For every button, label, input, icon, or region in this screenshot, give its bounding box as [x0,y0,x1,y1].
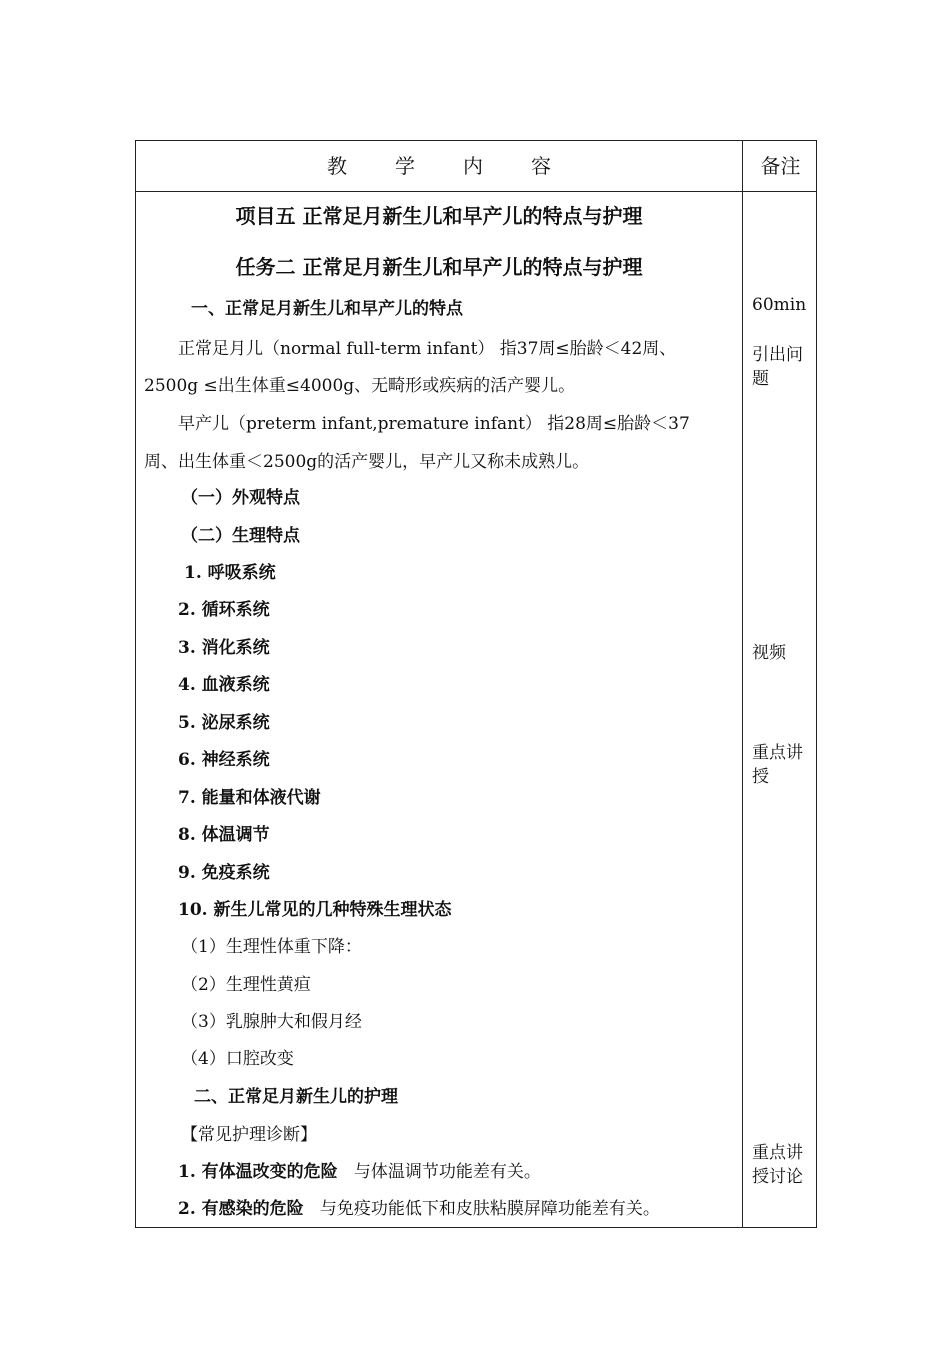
list-item: 9. 免疫系统 [178,863,270,883]
list-item: 2. 循环系统 [178,600,270,620]
list-item: （4）口腔改变 [181,1049,294,1069]
notes-column-header: 备注 [760,154,801,178]
diagnosis-item [178,1160,541,1184]
list-item: （3）乳腺肿大和假月经 [181,1012,362,1032]
paragraph-line: 正常足月儿（normal full-term infant） 指37周≤胎龄＜42周、 [178,339,677,359]
header-char: 教 [327,154,347,178]
diagnosis-title: 2. 有感染的危险 [178,1199,304,1219]
diagnosis-item [178,1197,660,1221]
list-item: 5. 泌尿系统 [178,713,270,733]
lesson-table [135,140,817,1228]
list-item: （1）生理性体重下降： [181,937,362,957]
list-item: 7. 能量和体液代谢 [178,788,321,808]
diagnosis-text: 与体温调节功能差有关。 [353,1162,541,1182]
section-heading: 二、正常足月新生儿的护理 [194,1087,398,1107]
content-column-header [136,141,742,191]
list-item: 4. 血液系统 [178,675,270,695]
section-heading: 一、正常足月新生儿和早产儿的特点 [191,299,463,319]
paragraph-line: 早产儿（preterm infant,premature infant） 指28周≤胎龄＜37 [178,414,690,434]
list-item: 3. 消化系统 [178,638,270,658]
note: 视频 [752,643,786,663]
subsection-heading: （二）生理特点 [181,526,300,546]
subsection-heading: （一）外观特点 [181,488,300,508]
diagnosis-header: 【常见护理诊断】 [181,1125,317,1145]
note-time: 60min [752,295,807,315]
list-item: 6. 神经系统 [178,750,270,770]
diagnosis-text: 与免疫功能低下和皮肤粘膜屏障功能差有关。 [319,1199,660,1219]
note: 引出问题 [752,345,803,389]
header-divider [136,191,816,192]
list-item: 8. 体温调节 [178,825,270,845]
header-char: 学 [395,154,415,178]
note: 重点讲授 [752,743,803,787]
paragraph-line: 2500g ≤出生体重≤4000g、无畸形或疾病的活产婴儿。 [144,376,576,396]
diagnosis-title: 1. 有体温改变的危险 [178,1162,338,1182]
project-title: 项目五 正常足月新生儿和早产儿的特点与护理 [235,204,643,228]
paragraph-line: 周、出生体重＜2500g的活产婴儿，早产儿又称未成熟儿。 [144,452,590,472]
list-item: （2）生理性黄疸 [181,975,311,995]
list-item: 1. 呼吸系统 [184,563,276,583]
list-item: 10. 新生儿常见的几种特殊生理状态 [178,900,452,920]
column-divider [742,141,743,1227]
header-char: 容 [531,154,551,178]
task-title: 任务二 正常足月新生儿和早产儿的特点与护理 [235,255,643,279]
note: 重点讲授讨论 [752,1143,803,1187]
header-char: 内 [463,154,483,178]
